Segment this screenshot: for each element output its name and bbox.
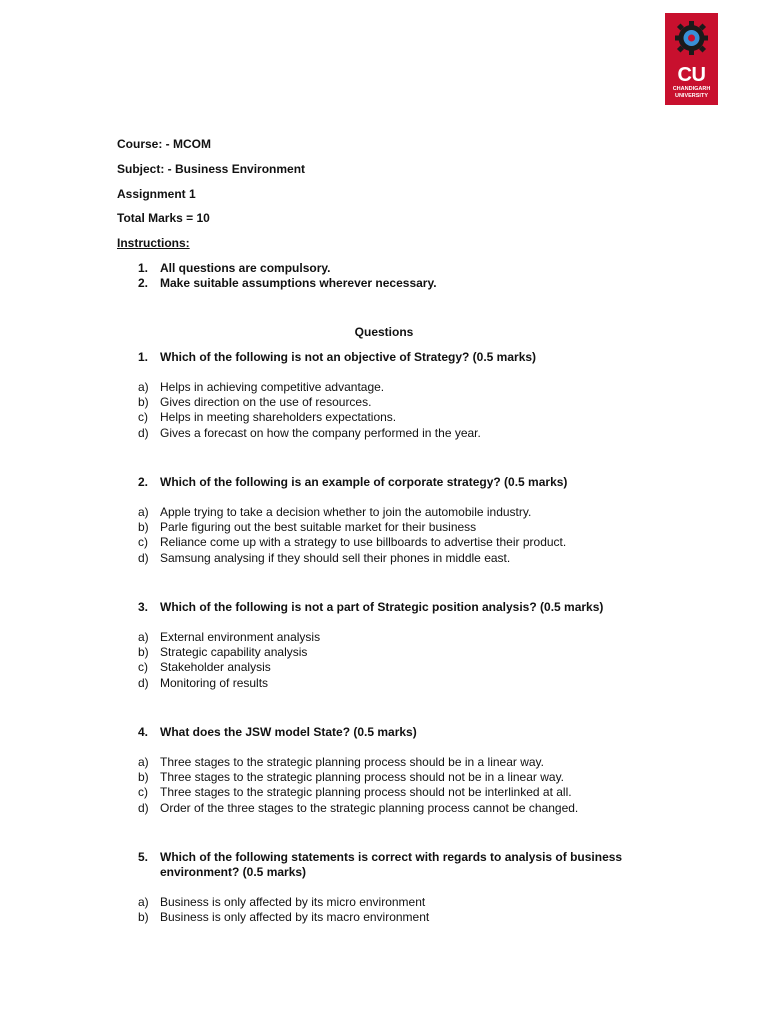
option-key: a): [138, 895, 149, 909]
option-text: Helps in achieving competitive advantage.: [160, 380, 385, 394]
option-key: a): [138, 380, 149, 394]
option-item: [138, 910, 429, 925]
question-number: 4.: [138, 725, 149, 739]
option-list: [138, 895, 429, 925]
question: [138, 475, 638, 490]
option-text: Three stages to the strategic planning process should not be in a linear way.: [160, 770, 565, 785]
option-text: Samsung analysing if they should sell their phones in middle east.: [160, 550, 511, 565]
option-text: External environment analysis: [160, 630, 321, 644]
option-item: [138, 426, 481, 441]
questions-heading: Questions: [354, 325, 414, 339]
option-text: Parle figuring out the best suitable market for their business: [160, 520, 477, 535]
question: [138, 725, 638, 740]
option-item: [138, 660, 320, 675]
question-number: 3.: [138, 600, 149, 614]
instruction-item: [138, 276, 437, 290]
instruction-number: 1.: [138, 261, 149, 275]
option-key: c): [138, 410, 148, 425]
question-text: Which of the following statements is correct with regards to analysis of business environment? (0.5 marks): [160, 850, 623, 879]
option-item: [138, 380, 481, 395]
option-text: Strategic capability analysis: [160, 645, 308, 660]
option-item: [138, 770, 578, 785]
question-number: 1.: [138, 350, 149, 364]
option-key: a): [138, 505, 149, 519]
option-text: Business is only affected by its macro environment: [160, 910, 430, 925]
option-list: [138, 380, 481, 441]
option-text: Apple trying to take a decision whether to join the automobile industry.: [160, 505, 532, 519]
question: [138, 850, 638, 880]
option-text: Gives direction on the use of resources.: [160, 395, 372, 410]
option-key: d): [138, 675, 149, 690]
option-text: Helps in meeting shareholders expectations.: [160, 410, 397, 425]
option-item: [138, 785, 578, 800]
assignment-line: Assignment 1: [117, 187, 196, 201]
question-text: Which of the following is an example of corporate strategy? (0.5 marks): [160, 475, 568, 489]
logo-university: CHANDIGARH UNIVERSITY: [672, 86, 711, 99]
option-list: [138, 505, 566, 566]
option-item: [138, 676, 320, 691]
option-key: a): [138, 630, 149, 644]
option-item: [138, 520, 566, 535]
marks-line: Total Marks = 10: [117, 211, 210, 225]
instruction-text: Make suitable assumptions wherever necessary.: [160, 276, 437, 290]
question-text: What does the JSW model State? (0.5 marks): [160, 725, 417, 739]
option-key: b): [138, 645, 149, 660]
option-text: Stakeholder analysis: [160, 660, 271, 675]
option-key: c): [138, 535, 148, 550]
option-text: Gives a forecast on how the company performed in the year.: [160, 425, 481, 440]
subject-line: Subject: - Business Environment: [117, 162, 306, 176]
gear-emblem-icon: [673, 19, 710, 61]
option-key: d): [138, 800, 149, 815]
option-key: d): [138, 425, 149, 440]
option-key: d): [138, 550, 149, 565]
option-text: Reliance come up with a strategy to use billboards to advertise their product.: [160, 535, 567, 550]
question-number: 5.: [138, 850, 149, 864]
option-item: [138, 630, 320, 645]
option-item: [138, 801, 578, 816]
course-line: Course: - MCOM: [117, 137, 211, 151]
option-text: Business is only affected by its micro environment: [160, 895, 426, 909]
instruction-number: 2.: [138, 276, 149, 290]
option-text: Three stages to the strategic planning process should be in a linear way.: [160, 755, 544, 769]
option-item: [138, 551, 566, 566]
option-key: b): [138, 520, 149, 535]
instruction-item: [138, 261, 330, 275]
option-key: c): [138, 785, 148, 800]
option-list: [138, 630, 320, 691]
instructions-label: Instructions:: [117, 236, 190, 250]
option-item: [138, 395, 481, 410]
question: [138, 600, 638, 615]
question: [138, 350, 638, 365]
option-key: c): [138, 660, 148, 675]
question-text: Which of the following is not a part of Strategic position analysis? (0.5 marks): [160, 600, 604, 614]
option-key: a): [138, 755, 149, 769]
instruction-text: All questions are compulsory.: [160, 261, 331, 275]
option-item: [138, 755, 578, 770]
logo-text: CU: [677, 64, 706, 86]
option-text: Monitoring of results: [160, 675, 269, 690]
option-text: Three stages to the strategic planning process should not be interlinked at all.: [160, 785, 572, 800]
option-item: [138, 895, 429, 910]
option-item: [138, 410, 481, 425]
option-text: Order of the three stages to the strategic planning process cannot be changed.: [160, 800, 579, 815]
question-number: 2.: [138, 475, 149, 489]
university-logo: [665, 13, 718, 105]
option-list: [138, 755, 578, 816]
option-key: b): [138, 910, 149, 925]
option-item: [138, 535, 566, 550]
option-item: [138, 505, 566, 520]
option-key: b): [138, 395, 149, 410]
option-key: b): [138, 770, 149, 785]
question-text: Which of the following is not an objective of Strategy? (0.5 marks): [160, 350, 537, 364]
option-item: [138, 645, 320, 660]
